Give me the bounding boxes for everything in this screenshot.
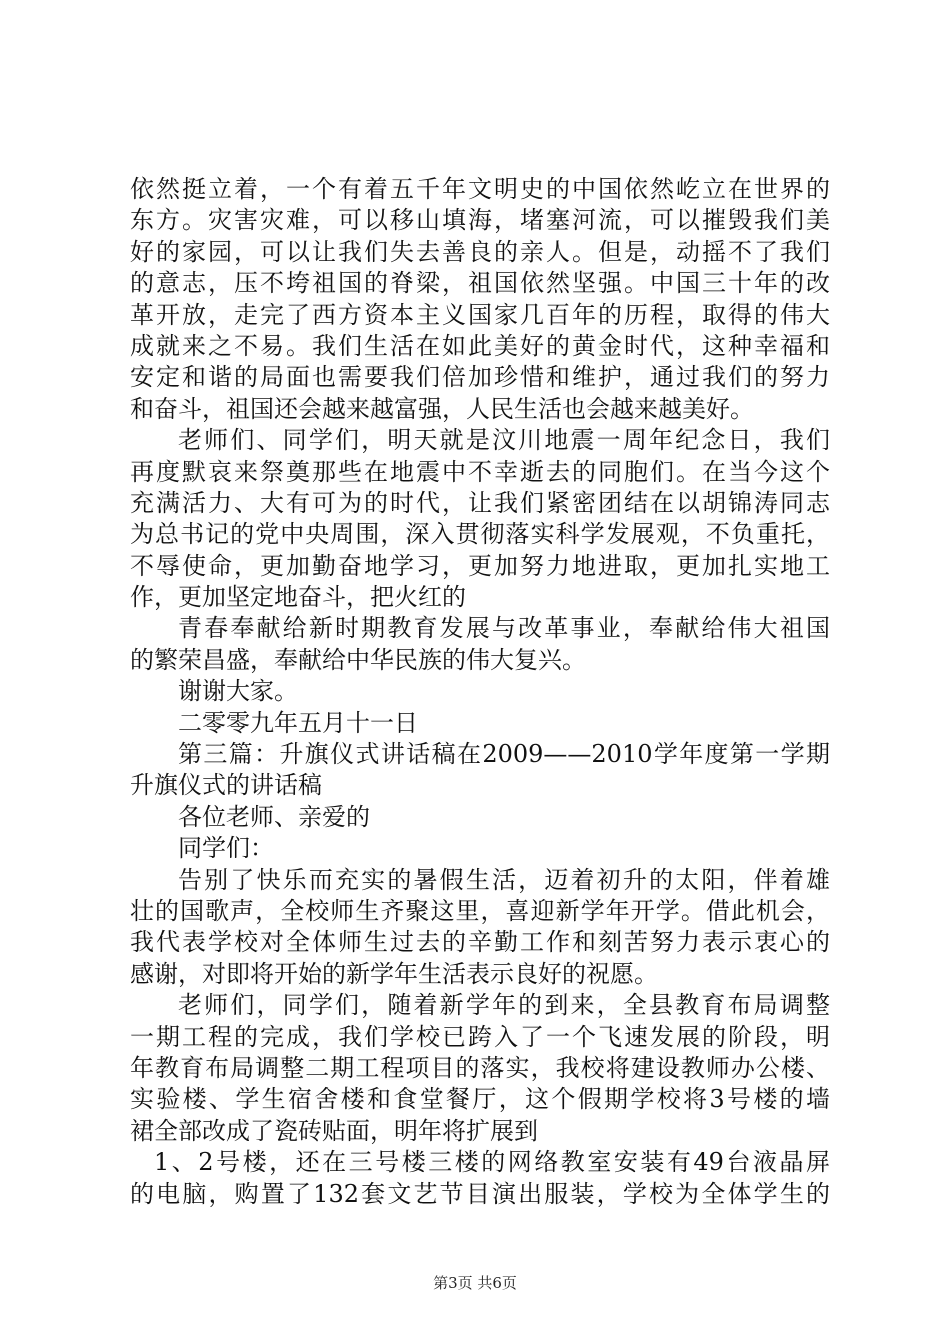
- text-line: 的电脑，购置了132套文艺节目演出服装，学校为全体学生的: [130, 1179, 830, 1208]
- text-line: 好的家园，可以让我们失去善良的亲人。但是，动摇不了我们: [130, 237, 830, 266]
- text-line: 同学们：: [178, 834, 274, 863]
- page-number: 第3页 共6页: [433, 1274, 517, 1292]
- text-line: 不辱使命，更加勤奋地学习，更加努力地进取，更加扎实地工: [130, 551, 830, 580]
- text-line: 充满活力、大有可为的时代，让我们紧密团结在以胡锦涛同志: [130, 488, 830, 517]
- text-line: 的繁荣昌盛，奉献给中华民族的伟大复兴。: [130, 645, 586, 674]
- text-line: 的意志，压不垮祖国的脊梁，祖国依然坚强。中国三十年的改: [130, 269, 830, 298]
- text-line: 再度默哀来祭奠那些在地震中不幸逝去的同胞们。在当今这个: [130, 457, 830, 486]
- text-line: 感谢，对即将开始的新学年生活表示良好的祝愿。: [130, 959, 658, 988]
- text-line: 革开放，走完了西方资本主义国家几百年的历程，取得的伟大: [130, 300, 830, 329]
- text-line: 裙全部改成了瓷砖贴面，明年将扩展到: [130, 1116, 538, 1145]
- text-line: 依然挺立着，一个有着五千年文明史的中国依然屹立在世界的: [130, 175, 830, 203]
- text-line: 成就来之不易。我们生活在如此美好的黄金时代，这种幸福和: [130, 331, 830, 360]
- page-footer: [0, 1272, 950, 1293]
- text-line: 各位老师、亲爱的: [178, 802, 370, 831]
- text-line: 谢谢大家。: [178, 677, 298, 706]
- text-line: 壮的国歌声，全校师生齐聚这里，喜迎新学年开学。借此机会，: [130, 896, 830, 925]
- text-line: 为总书记的党中央周围，深入贯彻落实科学发展观，不负重托，: [130, 520, 830, 549]
- document-body: [130, 174, 830, 1210]
- text-line: 升旗仪式的讲话稿: [130, 771, 322, 800]
- text-line: 第三篇：升旗仪式讲话稿在2009——2010学年度第一学期: [178, 740, 830, 769]
- text-line: 和奋斗，祖国还会越来越富强，人民生活也会越来越美好。: [130, 394, 754, 423]
- text-line: 老师们、同学们，明天就是汶川地震一周年纪念日，我们: [178, 426, 830, 455]
- text-line: 东方。灾害灾难，可以移山填海，堵塞河流，可以摧毁我们美: [130, 206, 830, 235]
- text-line: 实验楼、学生宿舍楼和食堂餐厅，这个假期学校将3号楼的墙: [130, 1085, 830, 1114]
- text-line: 二零零九年五月十一日: [178, 708, 418, 737]
- text-line: 我代表学校对全体师生过去的辛勤工作和刻苦努力表示衷心的: [130, 928, 830, 957]
- text-line: 告别了快乐而充实的暑假生活，迈着初升的太阳，伴着雄: [178, 865, 830, 894]
- text-line: 作，更加坚定地奋斗，把火红的: [130, 583, 466, 612]
- text-line: 青春奉献给新时期教育发展与改革事业，奉献给伟大祖国: [178, 614, 830, 643]
- text-line: 年教育布局调整二期工程项目的落实，我校将建设教师办公楼、: [130, 1053, 830, 1082]
- text-line: 安定和谐的局面也需要我们倍加珍惜和维护，通过我们的努力: [130, 363, 830, 392]
- text-line: 老师们，同学们，随着新学年的到来，全县教育布局调整: [178, 991, 830, 1020]
- text-line: 1、2号楼，还在三号楼三楼的网络教室安装有49台液晶屏: [154, 1148, 830, 1177]
- text-line: 一期工程的完成，我们学校已跨入了一个飞速发展的阶段，明: [130, 1022, 830, 1051]
